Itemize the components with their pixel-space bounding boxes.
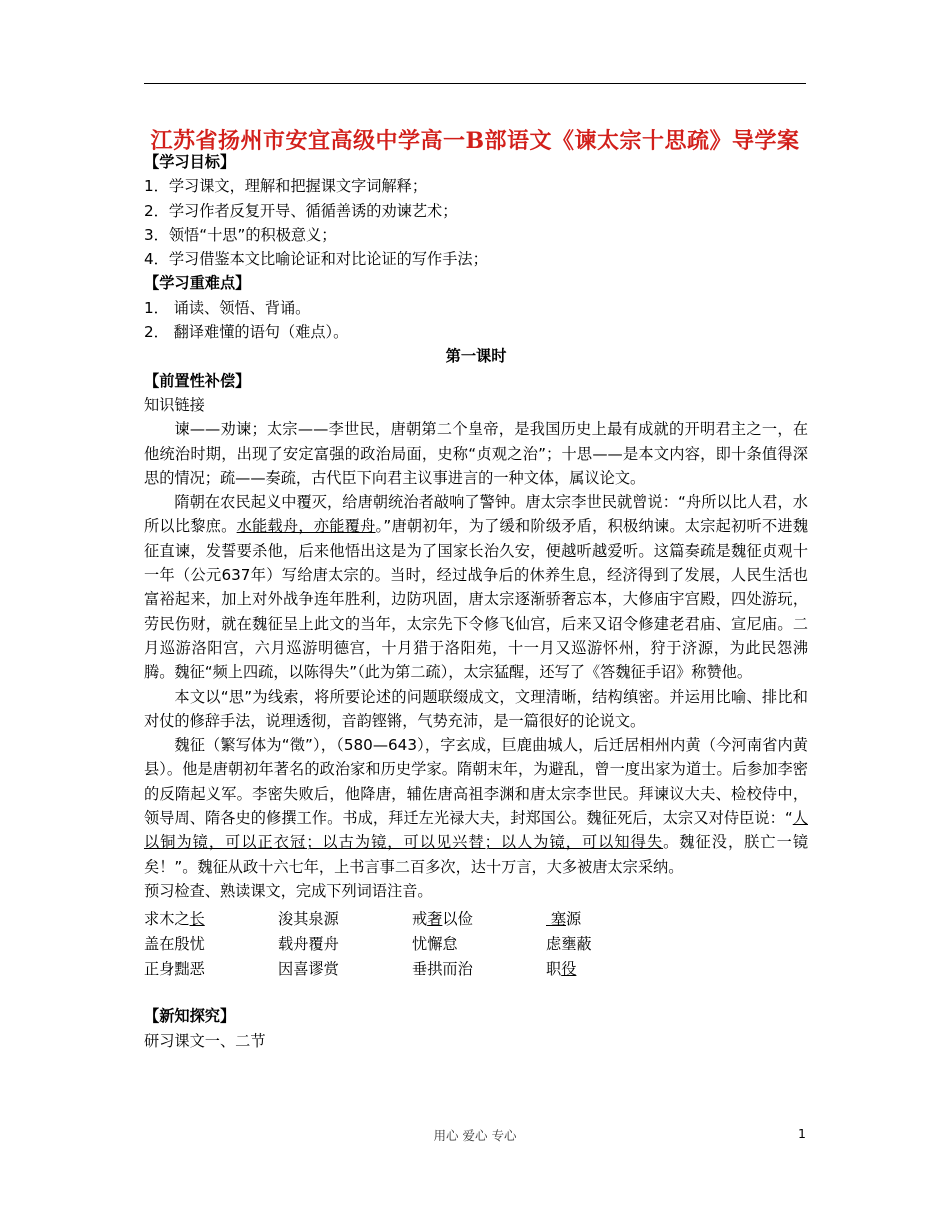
knowledge-link-label: 知识链接 <box>144 395 205 414</box>
footer-text: 用心 爱心 专心 <box>433 1128 517 1143</box>
study-section-label: 研习课文一、二节 <box>144 1031 266 1050</box>
vocab-item: 塞源 <box>546 910 582 929</box>
document-body <box>144 150 808 1053</box>
vocab-item: 戒奢以俭 <box>412 910 473 929</box>
document-title: 江苏省扬州市安宜高级中学高一B部语文《谏太宗十思疏》导学案 <box>150 128 800 154</box>
new-knowledge-heading: 【新知探究】 <box>144 1007 236 1026</box>
vocab-item: 忧懈怠 <box>412 935 458 954</box>
underlined-quote: 人以铜为镜，可以正衣冠；以古为镜，可以见兴替；以人为镜，可以知得失 <box>144 809 808 852</box>
header-rule <box>144 83 806 84</box>
goals-heading: 【学习目标】 <box>144 153 236 171</box>
key-points-heading: 【学习重难点】 <box>144 274 251 293</box>
vocab-item: 虑壅蔽 <box>546 935 592 954</box>
preview-instruction: 预习检查、熟读课文，完成下列词语注音。 <box>144 881 433 900</box>
paragraph-structure: 本文以“思”为线索，将所要论述的问题联缀成文，文理清晰，结构缜密。并运用比喻、排比和对仗的修辞手法，说理透彻，音韵铿锵，气势充沛，是一篇很好的论说文。 <box>144 687 808 730</box>
vocab-item: 职役 <box>546 960 577 979</box>
paragraph-text: 魏征（繁写体为“徵”），（580—643），字玄成，巨鹿曲城人，后迁居相州内黄（今河南省内黄县）。他是唐朝初年著名的政治家和历史学家。隋朝末年，为避乱，曾一度出家为道士。后参加李密的反隋起义军。李密失败后，他降唐，辅佐唐高祖李渊和唐太宗李世民。拜谏议大夫、检校侍中，领导周、隋各史的修撰工作。书成，拜迁左光禄大夫，封郑国公。魏征死后，太宗又对侍臣说：“ <box>144 736 808 828</box>
page-number: 1 <box>798 1126 806 1141</box>
vocab-item: 因喜谬赏 <box>278 960 339 979</box>
vocab-item: 垂拱而治 <box>412 960 473 979</box>
paragraph-text: 。魏征没，朕亡一镜矣！”。魏征从政十六七年，上书言事二百多次，达十万言，大多被唐太宗采纳。 <box>144 833 809 876</box>
paragraph-background <box>144 490 808 684</box>
paragraph-text: 。”唐朝初年，为了缓和阶级矛盾，积极纳谏。太宗起初听不进魏征直谏，发誓要杀他，后来他悟出这是为了国家长治久安，便越听越爱听。这篇奏疏是魏征贞观十一年（公元637年）写给唐太宗的。当时，经过战争后的休养生息，经济得到了发展，人民生活也富裕起来，加上对外战争连年胜利，边防巩固，唐太宗逐渐骄奢忘本，大修庙宇宫殿，四处游玩，劳民伤财，就在魏征呈上此文的当年，太宗先下令修飞仙宫，后来又诏令修建老君庙、宣尼庙。二月巡游洛阳宫，六月巡游明德宫，十月猎于洛阳苑，十一月又巡游怀州，狩于济源，为此民怨沸腾。魏征“频上四疏，以陈得失”（此为第二疏），太宗猛醒，还写了《答魏征手诏》称赞他。 <box>144 517 809 682</box>
goal-item: 4．学习借鉴本文比喻论证和对比论证的写作手法； <box>144 250 488 269</box>
vocab-item: 盖在殷忧 <box>144 935 205 954</box>
key-point-item: 1． 诵读、领悟、背诵。 <box>144 298 311 317</box>
vocab-item: 浚其泉源 <box>278 910 339 929</box>
paragraph-title-explanation: 谏——劝谏；太宗——李世民，唐朝第二个皇帝，是我国历史上最有成就的开明君主之一，在他统治时期，出现了安定富强的政治局面，史称“贞观之治”；十思——是本文内容，即十条值得深思的情况；疏——奏疏，古代臣下向君主议事进言的一种文体，属议论文。 <box>144 420 808 487</box>
vocab-item: 求木之长 <box>144 910 205 929</box>
key-point-item: 2． 翻译难懂的语句（难点）。 <box>144 323 349 342</box>
underlined-quote: 水能载舟，亦能覆舟 <box>236 517 376 536</box>
goal-item: 1．学习课文，理解和把握课文字词解释； <box>144 177 428 196</box>
pre-compensation-heading: 【前置性补偿】 <box>144 371 251 390</box>
vocab-item: 载舟覆舟 <box>278 935 339 954</box>
paragraph-author <box>144 733 808 879</box>
lesson-label: 第一课时 <box>445 347 507 366</box>
vocab-grid <box>144 907 808 982</box>
goal-item: 3．领悟“十思”的积极意义； <box>144 225 337 244</box>
vocab-item: 正身黜恶 <box>144 960 205 979</box>
goal-item: 2．学习作者反复开导、循循善诱的劝谏艺术； <box>144 201 458 220</box>
paragraph-text: 隋朝在农民起义中覆灭，给唐朝统治者敲响了警钟。唐太宗李世民就曾说：“舟所以比人君，水所以比黎庶。 <box>144 493 808 536</box>
spacer <box>144 982 808 1004</box>
